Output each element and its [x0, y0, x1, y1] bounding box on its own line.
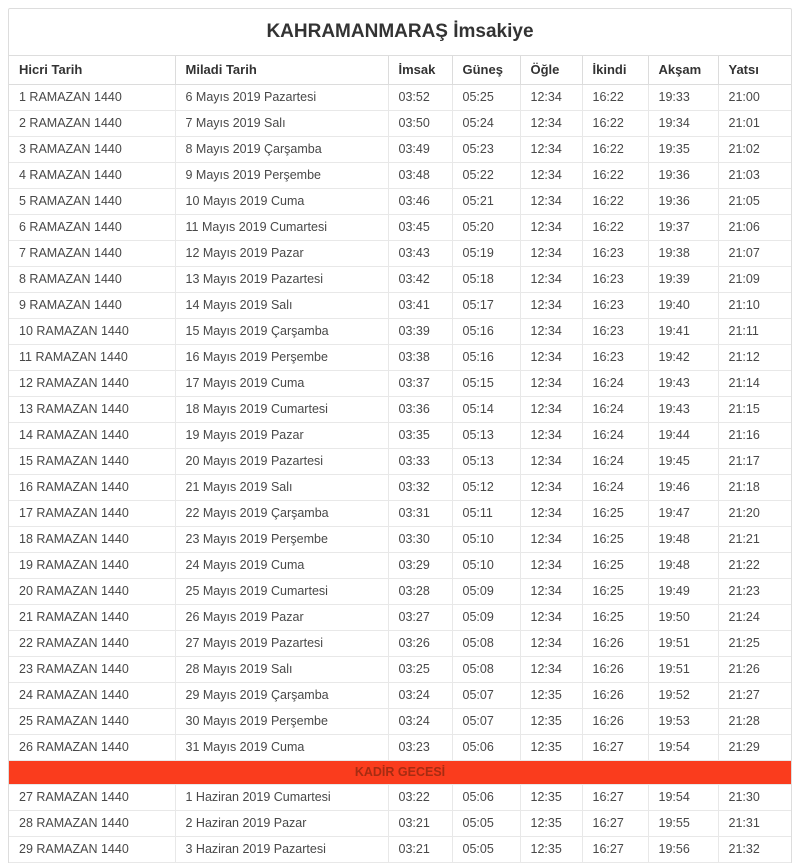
table-cell: 19:52 [648, 683, 718, 709]
table-cell: 03:28 [388, 579, 452, 605]
table-cell: 19:53 [648, 709, 718, 735]
table-cell: 6 RAMAZAN 1440 [9, 215, 175, 241]
table-cell: 05:05 [452, 837, 520, 863]
page-title: KAHRAMANMARAŞ İmsakiye [9, 9, 791, 56]
table-row [9, 837, 791, 863]
table-cell: 05:17 [452, 293, 520, 319]
table-row [9, 811, 791, 837]
table-row [9, 657, 791, 683]
table-cell: 12:34 [520, 85, 582, 111]
table-cell: 16:27 [582, 837, 648, 863]
table-cell: 12:34 [520, 267, 582, 293]
table-cell: 9 Mayıs 2019 Perşembe [175, 163, 388, 189]
table-cell: 21:07 [718, 241, 791, 267]
table-cell: 21:20 [718, 501, 791, 527]
table-cell: 12:34 [520, 215, 582, 241]
table-cell: 21:14 [718, 371, 791, 397]
table-cell: 19:38 [648, 241, 718, 267]
table-cell: 21:11 [718, 319, 791, 345]
table-row [9, 709, 791, 735]
table-cell: 16:25 [582, 553, 648, 579]
table-cell: 16:25 [582, 501, 648, 527]
table-cell: 12 RAMAZAN 1440 [9, 371, 175, 397]
table-cell: 16:22 [582, 189, 648, 215]
table-cell: 05:09 [452, 579, 520, 605]
table-cell: 20 Mayıs 2019 Pazartesi [175, 449, 388, 475]
table-cell: 03:24 [388, 683, 452, 709]
table-cell: 03:52 [388, 85, 452, 111]
table-cell: 14 RAMAZAN 1440 [9, 423, 175, 449]
table-cell: 05:14 [452, 397, 520, 423]
table-cell: 05:10 [452, 553, 520, 579]
table-row [9, 319, 791, 345]
table-cell: 7 RAMAZAN 1440 [9, 241, 175, 267]
table-cell: 21:10 [718, 293, 791, 319]
table-cell: 21:30 [718, 785, 791, 811]
table-cell: 03:38 [388, 345, 452, 371]
table-cell: 05:11 [452, 501, 520, 527]
table-cell: 16:23 [582, 345, 648, 371]
table-cell: 03:43 [388, 241, 452, 267]
table-cell: 19:47 [648, 501, 718, 527]
table-cell: 05:25 [452, 85, 520, 111]
table-cell: 28 RAMAZAN 1440 [9, 811, 175, 837]
table-cell: 21:16 [718, 423, 791, 449]
table-cell: 05:21 [452, 189, 520, 215]
table-cell: 19:37 [648, 215, 718, 241]
table-row [9, 163, 791, 189]
column-header-6: Akşam [648, 56, 718, 85]
table-cell: 12:34 [520, 423, 582, 449]
table-cell: 12:34 [520, 345, 582, 371]
table-cell: 03:21 [388, 811, 452, 837]
table-cell: 21:00 [718, 85, 791, 111]
table-cell: 19:54 [648, 785, 718, 811]
column-header-4: Öğle [520, 56, 582, 85]
table-cell: 03:36 [388, 397, 452, 423]
table-cell: 19 RAMAZAN 1440 [9, 553, 175, 579]
table-cell: 16:23 [582, 319, 648, 345]
table-cell: 12:35 [520, 709, 582, 735]
table-cell: 03:26 [388, 631, 452, 657]
table-cell: 16:24 [582, 397, 648, 423]
table-cell: 03:25 [388, 657, 452, 683]
table-cell: 12:34 [520, 111, 582, 137]
table-cell: 16:22 [582, 137, 648, 163]
table-cell: 16:24 [582, 449, 648, 475]
table-cell: 5 RAMAZAN 1440 [9, 189, 175, 215]
table-row [9, 111, 791, 137]
table-row [9, 553, 791, 579]
table-cell: 03:39 [388, 319, 452, 345]
table-cell: 16:26 [582, 631, 648, 657]
table-cell: 19:51 [648, 657, 718, 683]
table-cell: 21:21 [718, 527, 791, 553]
table-cell: 03:41 [388, 293, 452, 319]
table-cell: 4 RAMAZAN 1440 [9, 163, 175, 189]
table-cell: 19:39 [648, 267, 718, 293]
table-cell: 2 RAMAZAN 1440 [9, 111, 175, 137]
table-cell: 05:06 [452, 785, 520, 811]
table-cell: 19 Mayıs 2019 Pazar [175, 423, 388, 449]
table-cell: 05:10 [452, 527, 520, 553]
table-cell: 03:37 [388, 371, 452, 397]
table-row [9, 137, 791, 163]
table-cell: 16:22 [582, 111, 648, 137]
table-cell: 12:34 [520, 605, 582, 631]
table-cell: 31 Mayıs 2019 Cuma [175, 735, 388, 761]
table-row [9, 475, 791, 501]
table-row [9, 267, 791, 293]
table-cell: 16:22 [582, 215, 648, 241]
table-row [9, 215, 791, 241]
table-cell: 21:29 [718, 735, 791, 761]
table-cell: 21:09 [718, 267, 791, 293]
table-cell: 16:26 [582, 683, 648, 709]
table-cell: 16:24 [582, 423, 648, 449]
table-cell: 16 RAMAZAN 1440 [9, 475, 175, 501]
table-cell: 30 Mayıs 2019 Perşembe [175, 709, 388, 735]
table-cell: 19:33 [648, 85, 718, 111]
table-cell: 10 RAMAZAN 1440 [9, 319, 175, 345]
table-cell: 19:46 [648, 475, 718, 501]
table-cell: 16:25 [582, 579, 648, 605]
table-cell: 12:34 [520, 475, 582, 501]
table-cell: 27 Mayıs 2019 Pazartesi [175, 631, 388, 657]
table-cell: 16:23 [582, 267, 648, 293]
table-cell: 05:05 [452, 811, 520, 837]
table-cell: 03:42 [388, 267, 452, 293]
table-row [9, 579, 791, 605]
table-cell: 20 RAMAZAN 1440 [9, 579, 175, 605]
table-cell: 03:31 [388, 501, 452, 527]
table-cell: 05:19 [452, 241, 520, 267]
table-cell: 7 Mayıs 2019 Salı [175, 111, 388, 137]
table-cell: 03:45 [388, 215, 452, 241]
table-cell: 3 RAMAZAN 1440 [9, 137, 175, 163]
table-cell: 03:22 [388, 785, 452, 811]
table-cell: 05:15 [452, 371, 520, 397]
table-cell: 19:43 [648, 371, 718, 397]
table-cell: 16:23 [582, 293, 648, 319]
table-cell: 05:16 [452, 319, 520, 345]
table-cell: 12:34 [520, 527, 582, 553]
table-row [9, 241, 791, 267]
table-body [9, 85, 791, 863]
table-cell: 21:15 [718, 397, 791, 423]
table-cell: 21:25 [718, 631, 791, 657]
table-cell: 25 RAMAZAN 1440 [9, 709, 175, 735]
table-cell: 23 Mayıs 2019 Perşembe [175, 527, 388, 553]
table-cell: 19:34 [648, 111, 718, 137]
table-cell: 15 RAMAZAN 1440 [9, 449, 175, 475]
table-cell: 26 RAMAZAN 1440 [9, 735, 175, 761]
table-cell: 15 Mayıs 2019 Çarşamba [175, 319, 388, 345]
table-cell: 18 RAMAZAN 1440 [9, 527, 175, 553]
table-cell: 05:24 [452, 111, 520, 137]
table-cell: 03:46 [388, 189, 452, 215]
kadir-gecesi-banner-row [9, 761, 791, 785]
table-cell: 12:35 [520, 785, 582, 811]
table-cell: 12:34 [520, 137, 582, 163]
table-cell: 21:31 [718, 811, 791, 837]
table-cell: 1 RAMAZAN 1440 [9, 85, 175, 111]
table-cell: 9 RAMAZAN 1440 [9, 293, 175, 319]
table-row [9, 345, 791, 371]
table-cell: 16:26 [582, 657, 648, 683]
table-cell: 03:50 [388, 111, 452, 137]
column-header-2: İmsak [388, 56, 452, 85]
table-row [9, 423, 791, 449]
table-cell: 12:35 [520, 811, 582, 837]
table-cell: 03:30 [388, 527, 452, 553]
table-row [9, 371, 791, 397]
table-cell: 19:43 [648, 397, 718, 423]
table-cell: 16:27 [582, 785, 648, 811]
table-cell: 12:34 [520, 371, 582, 397]
table-cell: 10 Mayıs 2019 Cuma [175, 189, 388, 215]
table-cell: 19:45 [648, 449, 718, 475]
table-cell: 19:48 [648, 527, 718, 553]
table-cell: 8 Mayıs 2019 Çarşamba [175, 137, 388, 163]
table-cell: 16:22 [582, 85, 648, 111]
table-row [9, 397, 791, 423]
table-row [9, 683, 791, 709]
table-cell: 05:07 [452, 683, 520, 709]
table-cell: 24 Mayıs 2019 Cuma [175, 553, 388, 579]
table-cell: 22 Mayıs 2019 Çarşamba [175, 501, 388, 527]
table-cell: 28 Mayıs 2019 Salı [175, 657, 388, 683]
table-cell: 12:35 [520, 735, 582, 761]
table-cell: 05:23 [452, 137, 520, 163]
table-cell: 21:02 [718, 137, 791, 163]
table-row [9, 293, 791, 319]
table-cell: 03:33 [388, 449, 452, 475]
table-cell: 19:36 [648, 163, 718, 189]
table-cell: 12:34 [520, 241, 582, 267]
header-row [9, 56, 791, 85]
table-cell: 1 Haziran 2019 Cumartesi [175, 785, 388, 811]
table-cell: 03:49 [388, 137, 452, 163]
table-cell: 19:40 [648, 293, 718, 319]
table-cell: 11 RAMAZAN 1440 [9, 345, 175, 371]
table-row [9, 85, 791, 111]
table-cell: 03:23 [388, 735, 452, 761]
table-cell: 12:34 [520, 189, 582, 215]
table-cell: 21:32 [718, 837, 791, 863]
table-cell: 16:25 [582, 605, 648, 631]
column-header-0: Hicri Tarih [9, 56, 175, 85]
table-cell: 2 Haziran 2019 Pazar [175, 811, 388, 837]
table-cell: 12:34 [520, 319, 582, 345]
table-cell: 6 Mayıs 2019 Pazartesi [175, 85, 388, 111]
table-cell: 12 Mayıs 2019 Pazar [175, 241, 388, 267]
table-cell: 16:23 [582, 241, 648, 267]
table-cell: 12:34 [520, 631, 582, 657]
table-cell: 22 RAMAZAN 1440 [9, 631, 175, 657]
table-cell: 05:13 [452, 423, 520, 449]
table-cell: 03:27 [388, 605, 452, 631]
table-cell: 12:34 [520, 501, 582, 527]
table-row [9, 605, 791, 631]
table-row [9, 735, 791, 761]
table-cell: 21:24 [718, 605, 791, 631]
kadir-gecesi-banner: KADİR GECESİ [9, 761, 791, 785]
table-cell: 03:32 [388, 475, 452, 501]
table-cell: 13 RAMAZAN 1440 [9, 397, 175, 423]
table-cell: 27 RAMAZAN 1440 [9, 785, 175, 811]
table-cell: 24 RAMAZAN 1440 [9, 683, 175, 709]
table-cell: 05:18 [452, 267, 520, 293]
table-row [9, 785, 791, 811]
table-cell: 13 Mayıs 2019 Pazartesi [175, 267, 388, 293]
table-cell: 05:13 [452, 449, 520, 475]
table-cell: 16:22 [582, 163, 648, 189]
table-cell: 21:22 [718, 553, 791, 579]
table-cell: 29 Mayıs 2019 Çarşamba [175, 683, 388, 709]
table-cell: 16 Mayıs 2019 Perşembe [175, 345, 388, 371]
table-cell: 16:26 [582, 709, 648, 735]
table-cell: 12:35 [520, 837, 582, 863]
table-cell: 19:55 [648, 811, 718, 837]
table-cell: 21:01 [718, 111, 791, 137]
imsakiye-card [8, 8, 792, 863]
table-cell: 26 Mayıs 2019 Pazar [175, 605, 388, 631]
table-row [9, 449, 791, 475]
column-header-5: İkindi [582, 56, 648, 85]
table-cell: 23 RAMAZAN 1440 [9, 657, 175, 683]
table-cell: 19:48 [648, 553, 718, 579]
table-cell: 16:27 [582, 735, 648, 761]
table-row [9, 631, 791, 657]
table-cell: 03:48 [388, 163, 452, 189]
table-cell: 19:36 [648, 189, 718, 215]
table-cell: 25 Mayıs 2019 Cumartesi [175, 579, 388, 605]
table-cell: 05:16 [452, 345, 520, 371]
table-cell: 19:42 [648, 345, 718, 371]
table-cell: 12:34 [520, 579, 582, 605]
table-cell: 12:34 [520, 657, 582, 683]
table-cell: 12:34 [520, 397, 582, 423]
table-cell: 21 RAMAZAN 1440 [9, 605, 175, 631]
table-cell: 05:20 [452, 215, 520, 241]
table-cell: 18 Mayıs 2019 Cumartesi [175, 397, 388, 423]
table-cell: 05:08 [452, 657, 520, 683]
table-cell: 11 Mayıs 2019 Cumartesi [175, 215, 388, 241]
table-cell: 03:29 [388, 553, 452, 579]
table-cell: 19:56 [648, 837, 718, 863]
table-cell: 21 Mayıs 2019 Salı [175, 475, 388, 501]
table-cell: 05:07 [452, 709, 520, 735]
table-cell: 12:34 [520, 293, 582, 319]
column-header-7: Yatsı [718, 56, 791, 85]
table-cell: 19:49 [648, 579, 718, 605]
table-cell: 16:27 [582, 811, 648, 837]
table-cell: 21:28 [718, 709, 791, 735]
table-cell: 29 RAMAZAN 1440 [9, 837, 175, 863]
table-header [9, 56, 791, 85]
table-cell: 19:35 [648, 137, 718, 163]
table-cell: 21:05 [718, 189, 791, 215]
table-cell: 03:24 [388, 709, 452, 735]
table-cell: 12:34 [520, 553, 582, 579]
table-cell: 21:26 [718, 657, 791, 683]
column-header-3: Güneş [452, 56, 520, 85]
table-cell: 21:06 [718, 215, 791, 241]
table-cell: 05:06 [452, 735, 520, 761]
table-cell: 19:50 [648, 605, 718, 631]
table-cell: 19:54 [648, 735, 718, 761]
table-cell: 21:27 [718, 683, 791, 709]
table-cell: 8 RAMAZAN 1440 [9, 267, 175, 293]
table-row [9, 527, 791, 553]
table-cell: 21:23 [718, 579, 791, 605]
imsakiye-table [9, 56, 791, 863]
table-cell: 19:51 [648, 631, 718, 657]
table-row [9, 189, 791, 215]
table-cell: 05:22 [452, 163, 520, 189]
table-cell: 05:09 [452, 605, 520, 631]
table-cell: 05:12 [452, 475, 520, 501]
table-cell: 3 Haziran 2019 Pazartesi [175, 837, 388, 863]
table-cell: 12:34 [520, 449, 582, 475]
table-cell: 21:03 [718, 163, 791, 189]
column-header-1: Miladi Tarih [175, 56, 388, 85]
table-cell: 21:17 [718, 449, 791, 475]
table-cell: 03:35 [388, 423, 452, 449]
table-cell: 05:08 [452, 631, 520, 657]
table-row [9, 501, 791, 527]
table-cell: 21:18 [718, 475, 791, 501]
table-cell: 14 Mayıs 2019 Salı [175, 293, 388, 319]
table-cell: 17 RAMAZAN 1440 [9, 501, 175, 527]
table-cell: 19:44 [648, 423, 718, 449]
table-cell: 19:41 [648, 319, 718, 345]
table-cell: 16:24 [582, 475, 648, 501]
table-cell: 16:25 [582, 527, 648, 553]
table-cell: 12:35 [520, 683, 582, 709]
table-cell: 16:24 [582, 371, 648, 397]
table-cell: 17 Mayıs 2019 Cuma [175, 371, 388, 397]
table-cell: 12:34 [520, 163, 582, 189]
table-cell: 21:12 [718, 345, 791, 371]
table-cell: 03:21 [388, 837, 452, 863]
